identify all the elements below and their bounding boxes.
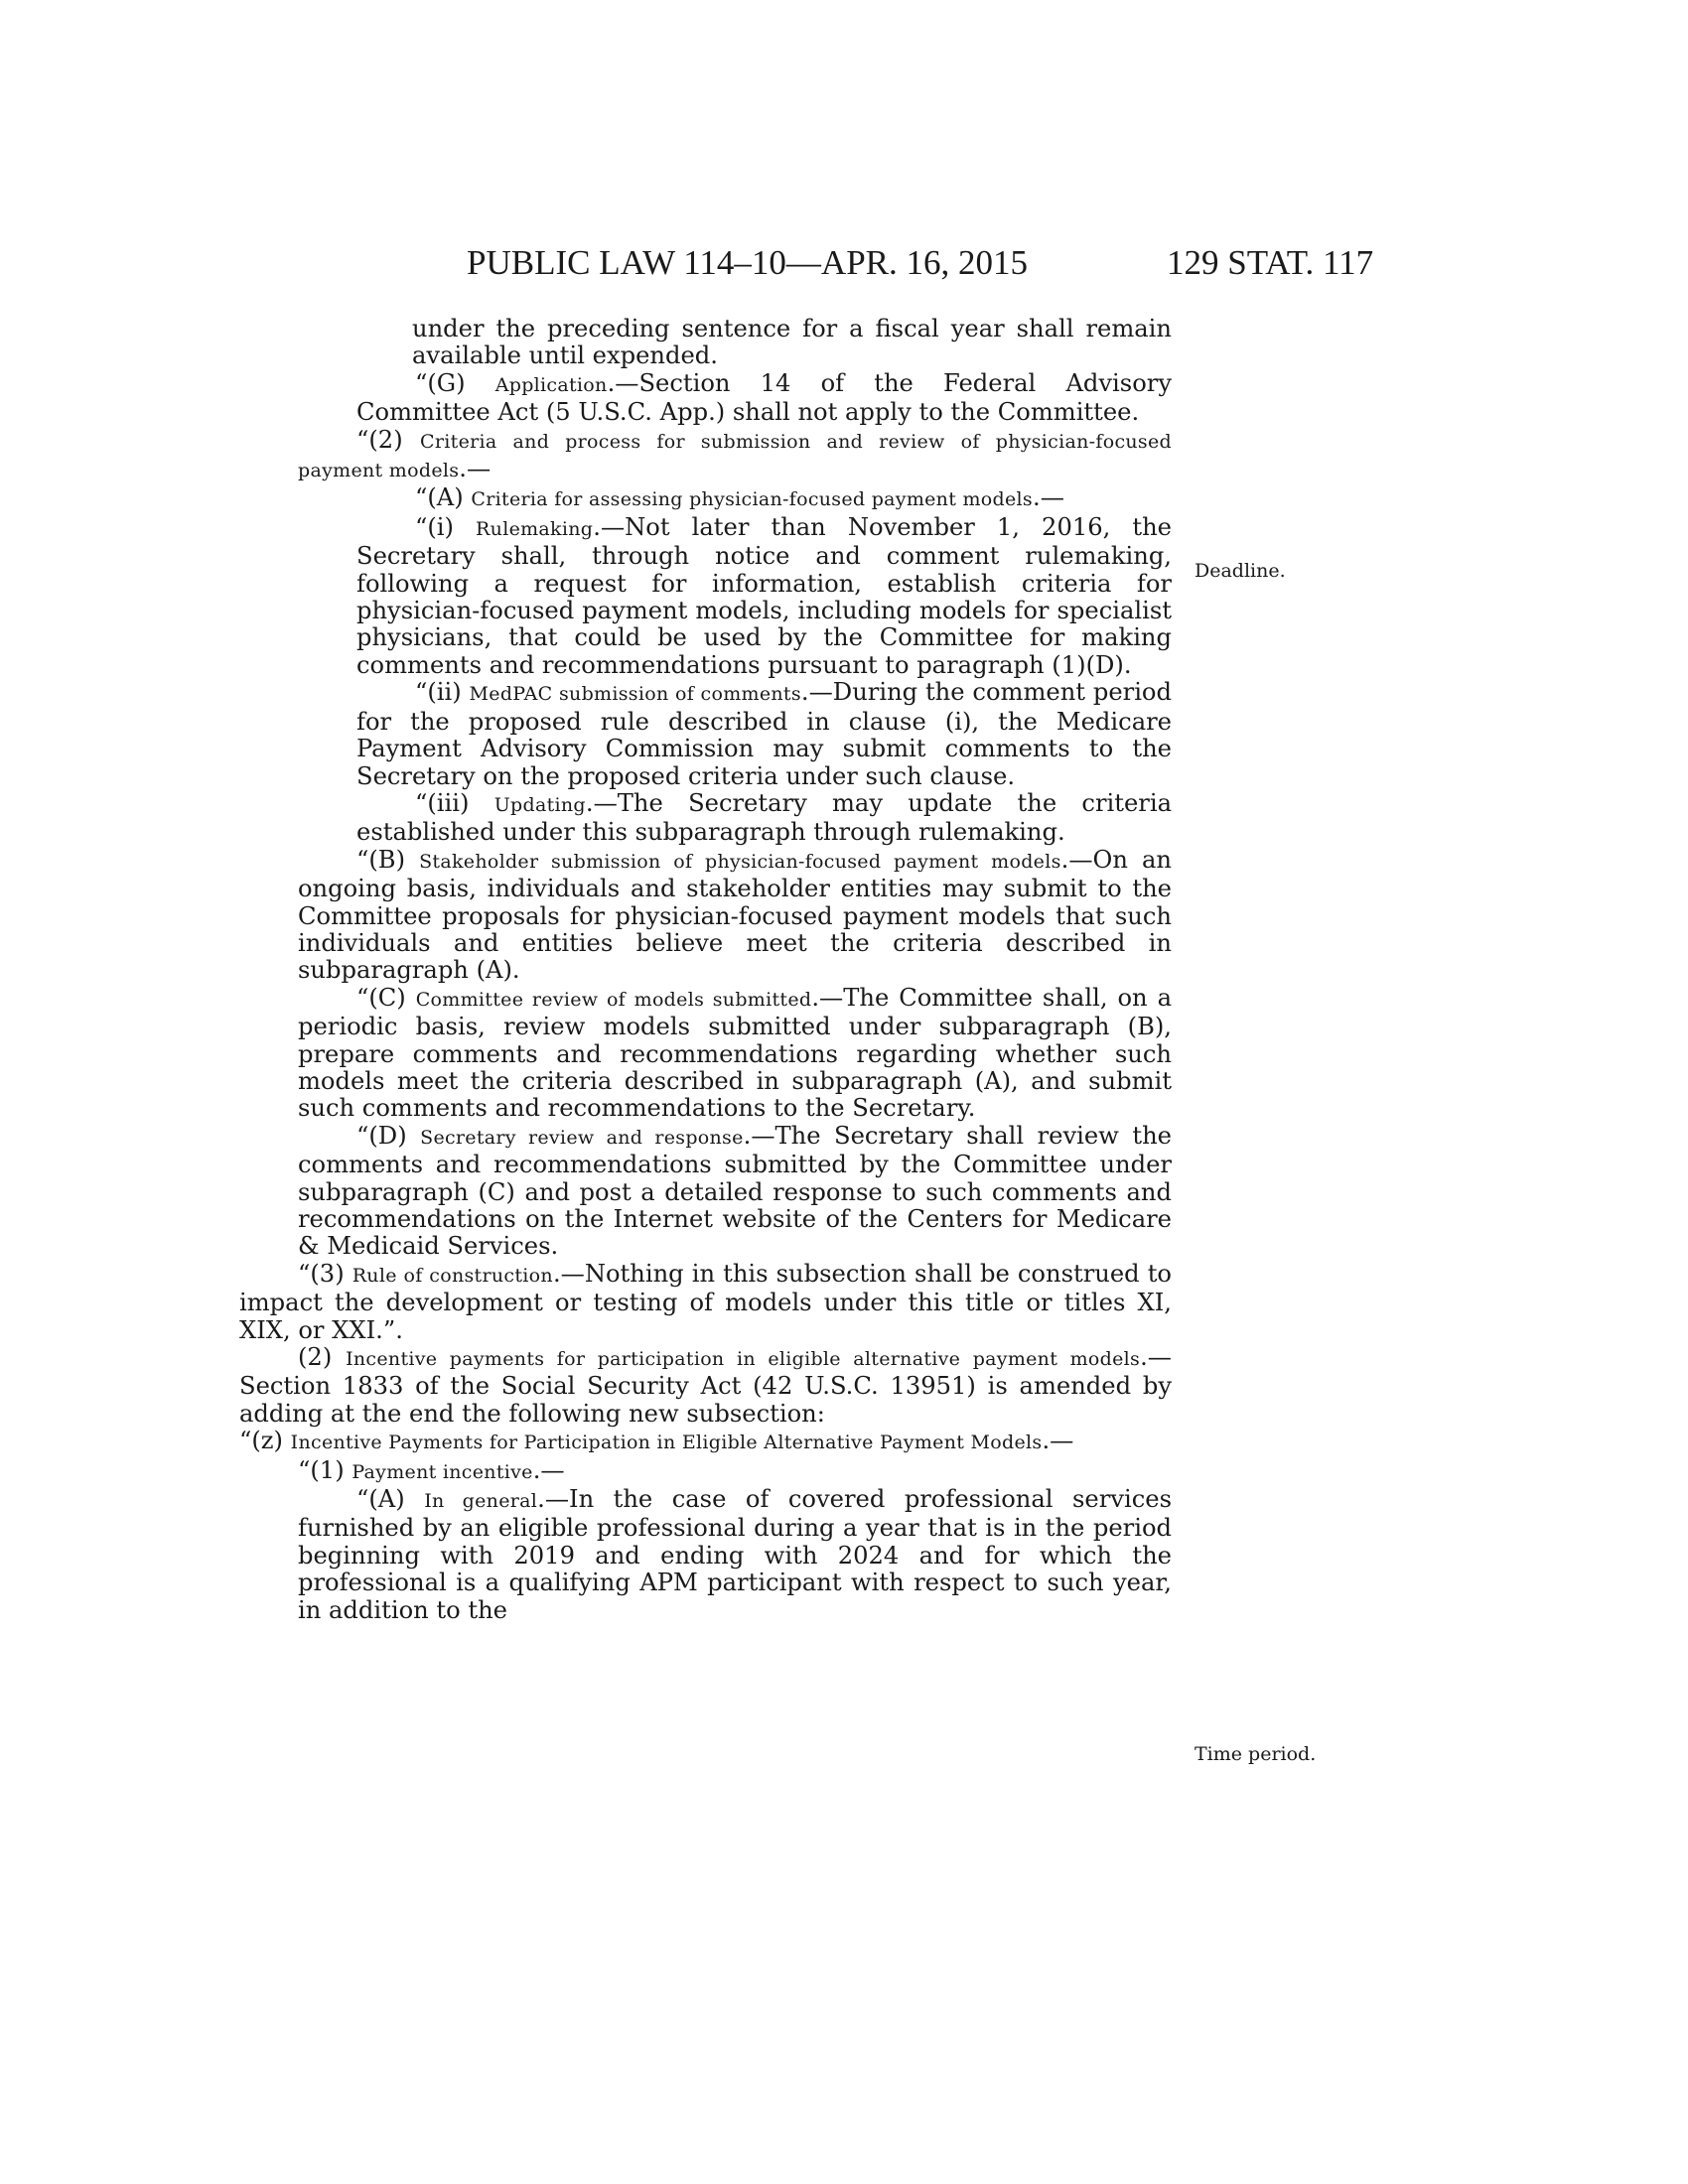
section-heading: Committee review of models submitted — [415, 988, 812, 1011]
running-header-page-citation: 129 STAT. 117 — [1167, 243, 1374, 282]
section-heading: Updating — [493, 793, 586, 816]
section-heading: Incentive payments for participation in eligible alternative payment models — [346, 1348, 1141, 1371]
paragraph-2-criteria: “(2) Criteria and process for submission and review of physician-focused payment models.— — [298, 425, 1172, 483]
section-heading: Criteria for assessing physician-focused payment models — [471, 488, 1033, 511]
section-heading: Criteria and process for submission and review of physician-focused payment models — [298, 430, 1172, 482]
section-heading: Rule of construction — [352, 1264, 553, 1287]
section-heading: Stakeholder submission of physician-focused payment models — [419, 850, 1061, 873]
section-heading: MedPAC submission of comments — [469, 683, 801, 706]
margin-note-time-period: Time period. — [1195, 1743, 1317, 1765]
subsection-z-heading: “(z) Incentive Payments for Participation in Eligible Alternative Payment Models.— — [239, 1427, 1074, 1455]
clause-ii-medpac: “(ii) MedPAC submission of comments.—During the comment period for the proposed rule described in clause (i), the Medicare Payment Advisory Commission may submit comments to the Secretary on the proposed criteria under such clause. — [356, 678, 1172, 790]
margin-note-deadline: Deadline. — [1195, 560, 1286, 582]
paragraph-b-stakeholder: “(B) Stakeholder submission of physician-focused payment models.—On an ongoing basis, individuals and stakeholder entities may submit to the Committee proposals for physician-focused payment models that such individuals and entities believe meet the criteria described in subparagraph (A). — [298, 845, 1172, 985]
section-heading: Incentive Payments for Participation in Eligible Alternative Payment Models — [290, 1432, 1043, 1454]
section-heading: Rulemaking — [476, 517, 594, 540]
paragraph-a-criteria: “(A) Criteria for assessing physician-focused payment models.— — [415, 483, 1064, 512]
paragraph-c-committee-review: “(C) Committee review of models submitted.—The Committee shall, on a periodic basis, review models submitted under subparagraph (B), prepare comments and recommendations regarding whether such models meet the criteria described in subparagraph (A), and submit such comments and recommendations to the Secretary. — [298, 983, 1173, 1123]
paragraph-1-payment-incentive: “(1) Payment incentive.— — [298, 1455, 565, 1484]
clause-iii-updating: “(iii) Updating.—The Secretary may update the criteria established under this subparagraph through rulemaking. — [356, 788, 1173, 847]
clause-i-rulemaking: “(i) Rulemaking.—Not later than November 1, 2016, the Secretary shall, through notice and comment rulemaking, following a request for information, establish criteria for physician-focused payment models, including models for specialist physicians, that could be used by the Committee for making comments and recommendations pursuant to paragraph (1)(D). — [356, 512, 1172, 679]
section-heading: Secretary review and response — [420, 1126, 744, 1149]
paragraph-d-secretary-review: “(D) Secretary review and response.—The Secretary shall review the comments and recommendations submitted by the Committee under subparagraph (C) and post a detailed response to such comments and recommendations on the Internet website of the Centers for Medicare & Medicaid Services. — [298, 1121, 1172, 1261]
paragraph-2-incentive-payments: (2) Incentive payments for participation in eligible alternative payment models.—Section 1833 of the Social Security Act (42 U.S.C. 13951) is amended by adding at the end the following new subsection: — [239, 1343, 1172, 1428]
paragraph-3-rule-of-construction: “(3) Rule of construction.—Nothing in this subsection shall be construed to impact the development or testing of models under this title or titles XI, XIX, or XXI.”. — [239, 1259, 1172, 1344]
section-heading: In general — [424, 1490, 538, 1513]
paragraph-a-in-general: “(A) In general.—In the case of covered professional services furnished by an eligible professional during a year that is in the period beginning with 2019 and ending with 2024 and for which the professional is a qualifying APM participant with respect to such year, in addition to the — [298, 1485, 1172, 1624]
section-heading: Application — [494, 373, 608, 396]
paragraph-g-application: “(G) Application.—Section 14 of the Federal Advisory Committee Act (5 U.S.C. App.) shall not apply to the Committee. — [356, 368, 1172, 427]
paragraph-continuation: under the preceding sentence for a fiscal year shall remain available until expended. — [412, 315, 1172, 370]
section-heading: Payment incentive — [352, 1460, 533, 1483]
running-header-title: PUBLIC LAW 114–10—APR. 16, 2015 — [467, 243, 1029, 282]
statute-body — [239, 315, 1173, 1624]
